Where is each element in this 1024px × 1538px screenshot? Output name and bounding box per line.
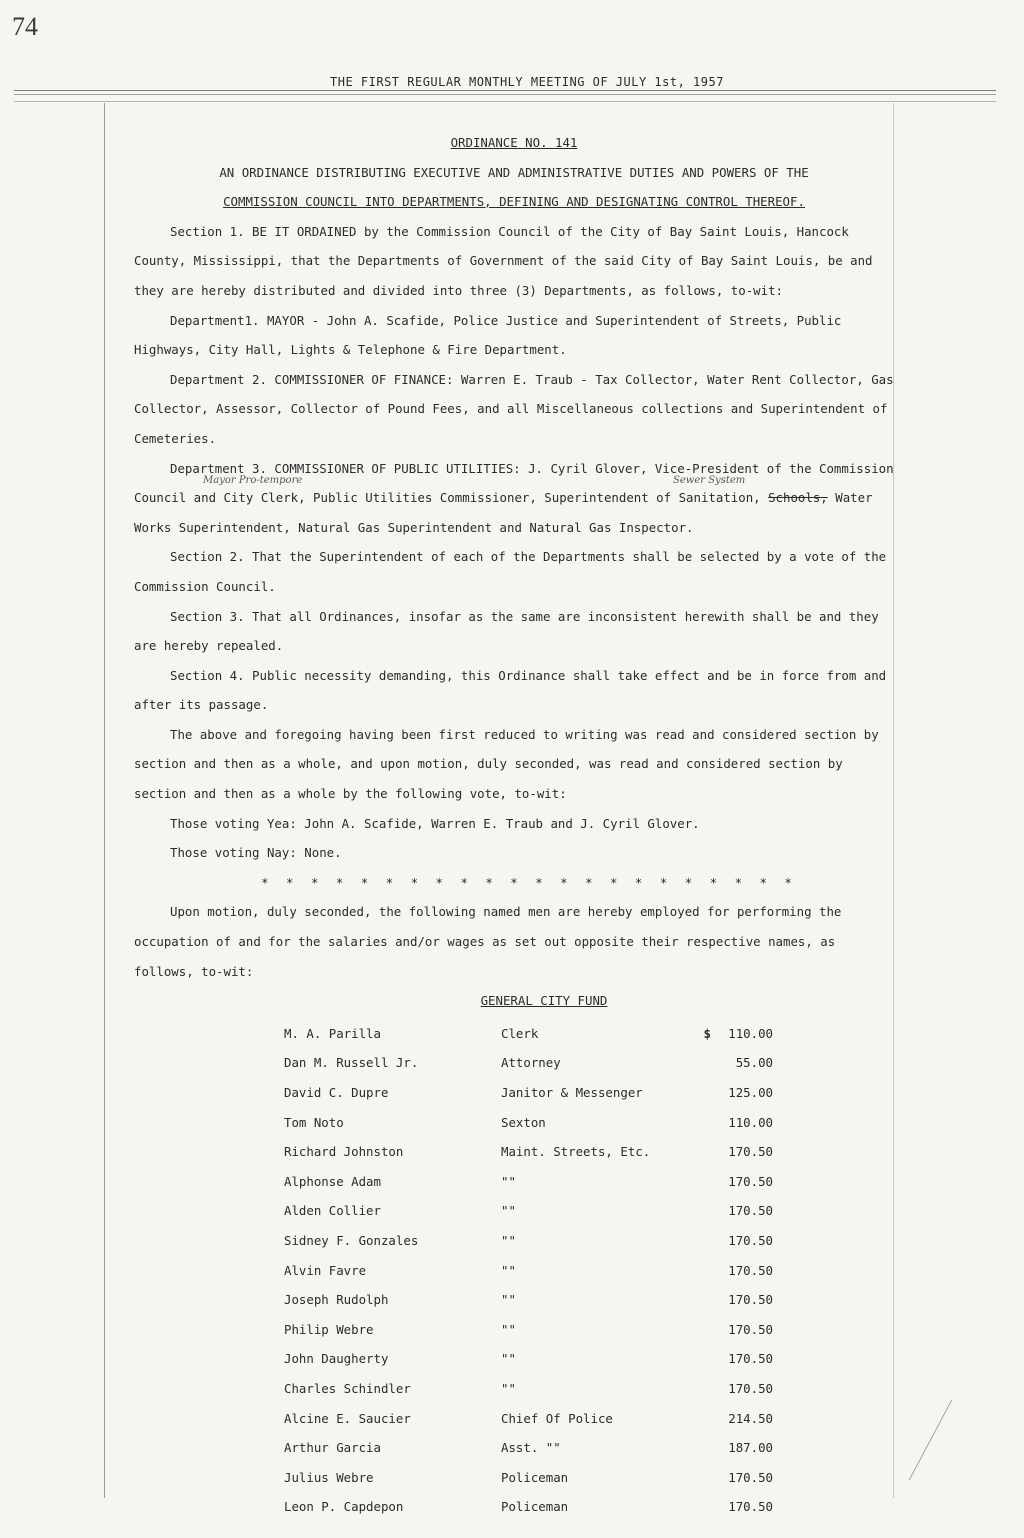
- employee-position: Policeman: [501, 1499, 569, 1515]
- salary-amount: 170.50: [728, 1321, 773, 1337]
- vote-yea: Those voting Yea: John A. Scafide, Warren E. Traub and J. Cyril Glover.: [170, 815, 700, 831]
- salary-amount: 170.50: [728, 1380, 773, 1396]
- currency-symbol: [681, 1285, 711, 1315]
- employee-name: Arthur Garcia: [284, 1440, 381, 1456]
- employee-name: John Daugherty: [284, 1351, 389, 1367]
- section-1: Section 1. BE IT ORDAINED by the Commission Council of the City of Bay Saint Louis, Hancock County, Mississippi, that the Departments of Government of the said City of Bay Saint Louis, be and they are hereby distributed and divided into three (3) Departments, as follows, to-wit:: [134, 223, 873, 298]
- table-row: [284, 1404, 773, 1434]
- left-margin-line: [104, 103, 105, 1498]
- employee-position: "": [501, 1173, 516, 1189]
- employee-position: "": [501, 1321, 516, 1337]
- employee-position: Attorney: [501, 1055, 561, 1071]
- table-row: [284, 1078, 773, 1108]
- table-row: [284, 1463, 773, 1493]
- employee-name: Charles Schindler: [284, 1380, 411, 1396]
- employee-name: Alden Collier: [284, 1203, 381, 1219]
- section-4: Section 4. Public necessity demanding, this Ordinance shall take effect and be in force from and after its passage.: [134, 667, 887, 713]
- header-rule: [14, 90, 996, 91]
- currency-symbol: [681, 1108, 711, 1138]
- table-row: [284, 1048, 773, 1078]
- currency-symbol: [681, 1196, 711, 1226]
- table-row: [284, 1374, 773, 1404]
- employee-position: Policeman: [501, 1469, 569, 1485]
- employee-position: "": [501, 1380, 516, 1396]
- salary-amount: 170.50: [728, 1499, 773, 1515]
- salary-amount: 170.50: [728, 1469, 773, 1485]
- table-row: [284, 1492, 773, 1522]
- section-3: Section 3. That all Ordinances, insofar as the same are inconsistent herewith shall be and they are hereby repealed.: [134, 608, 879, 654]
- meeting-header: THE FIRST REGULAR MONTHLY MEETING OF JULY 1st, 1957: [330, 75, 724, 89]
- employee-position: "": [501, 1351, 516, 1367]
- handwritten-annotation-sewer: Sewer System: [673, 475, 746, 486]
- currency-symbol: [681, 1048, 711, 1078]
- salary-amount: 187.00: [728, 1440, 773, 1456]
- currency-symbol: [681, 1374, 711, 1404]
- department-3: [134, 454, 894, 543]
- employee-position: Chief Of Police: [501, 1410, 613, 1426]
- employee-position: "": [501, 1203, 516, 1219]
- employment-paragraph: Upon motion, duly seconded, the following named men are hereby employed for performing the occupation of and for the salaries and/or wages as set out opposite their respective names, as follows, to-wit:: [134, 904, 842, 979]
- document-body: [134, 128, 894, 1522]
- table-row: [284, 1019, 773, 1049]
- employee-position: "": [501, 1232, 516, 1248]
- department-3-part2: Water Works Superintendent, Natural Gas Superintendent and Natural Gas Inspector.: [134, 490, 873, 535]
- handwritten-annotation-mayor: Mayor Pro-tempore: [203, 475, 303, 486]
- table-row: [284, 1137, 773, 1167]
- currency-symbol: [681, 1404, 711, 1434]
- currency-symbol: [681, 1078, 711, 1108]
- salary-amount: 170.50: [728, 1203, 773, 1219]
- employee-name: Julius Webre: [284, 1469, 374, 1485]
- currency-symbol: [681, 1492, 711, 1522]
- currency-symbol: [681, 1167, 711, 1197]
- page-number: 74: [12, 12, 38, 41]
- payroll-table: [284, 1019, 773, 1522]
- department-2: Department 2. COMMISSIONER OF FINANCE: Warren E. Traub - Tax Collector, Water Rent Collector, Gas Collector, Assessor, Collector of Pound Fees, and all Miscellaneous collections and Superintendent of Cemeteries.: [134, 371, 894, 446]
- employee-name: Joseph Rudolph: [284, 1292, 389, 1308]
- table-row: [284, 1285, 773, 1315]
- passage-paragraph: The above and foregoing having been first reduced to writing was read and considered section by section and then as a whole, and upon motion, duly seconded, was read and considered section by section and then as a whole by the following vote, to-wit:: [134, 726, 879, 802]
- currency-symbol: [681, 1344, 711, 1374]
- employee-name: Alvin Favre: [284, 1262, 367, 1278]
- employee-name: David C. Dupre: [284, 1085, 389, 1100]
- currency-symbol: [681, 1315, 711, 1345]
- salary-amount: 170.50: [728, 1351, 773, 1367]
- salary-amount: 170.50: [728, 1292, 773, 1308]
- ordinance-title-line2: COMMISSION COUNCIL INTO DEPARTMENTS, DEFINING AND DESIGNATING CONTROL THEREOF.: [223, 194, 805, 210]
- employee-name: Richard Johnston: [284, 1144, 404, 1160]
- header-rule-3: [14, 101, 996, 102]
- currency-symbol: [681, 1256, 711, 1286]
- currency-symbol: $: [703, 1025, 711, 1041]
- employee-name: Alphonse Adam: [284, 1173, 381, 1189]
- salary-amount: 170.50: [728, 1173, 773, 1189]
- salary-amount: 214.50: [728, 1410, 773, 1426]
- employee-position: "": [501, 1292, 516, 1308]
- ordinance-number: ORDINANCE NO. 141: [450, 135, 578, 150]
- currency-symbol: [681, 1137, 711, 1167]
- pen-mark: [909, 1400, 993, 1480]
- employee-position: Asst. "": [501, 1440, 561, 1456]
- table-row: [284, 1196, 773, 1226]
- employee-name: Philip Webre: [284, 1321, 374, 1337]
- payroll-body: [284, 1019, 773, 1522]
- table-row: [284, 1433, 773, 1463]
- salary-amount: 110.00: [728, 1025, 773, 1041]
- struck-text: Schools,: [768, 490, 828, 506]
- salary-amount: 55.00: [735, 1055, 773, 1071]
- currency-symbol: [681, 1226, 711, 1256]
- employee-position: Janitor & Messenger: [501, 1085, 643, 1100]
- salary-amount: 125.00: [728, 1085, 773, 1100]
- department-1: Department1. MAYOR - John A. Scafide, Police Justice and Superintendent of Streets, Public Highways, City Hall, Lights & Telephone & Fire Department.: [134, 312, 842, 358]
- salary-amount: 170.50: [728, 1232, 773, 1248]
- employee-position: Clerk: [501, 1025, 539, 1041]
- salary-amount: 170.50: [728, 1144, 773, 1160]
- employee-name: M. A. Parilla: [284, 1025, 381, 1041]
- fund-title: GENERAL CITY FUND: [480, 993, 608, 1009]
- salary-amount: 110.00: [728, 1114, 773, 1130]
- table-row: [284, 1344, 773, 1374]
- employee-name: Leon P. Capdepon: [284, 1499, 404, 1515]
- employee-position: Sexton: [501, 1114, 546, 1130]
- table-row: [284, 1167, 773, 1197]
- separator-stars: * * * * * * * * * * * * * * * * * * * * * *: [261, 874, 797, 890]
- table-row: [284, 1315, 773, 1345]
- employee-name: Tom Noto: [284, 1114, 344, 1130]
- header-rule-2: [14, 94, 996, 95]
- section-2: Section 2. That the Superintendent of each of the Departments shall be selected by a vote of the Commission Council.: [134, 549, 887, 594]
- ordinance-title-line1: AN ORDINANCE DISTRIBUTING EXECUTIVE AND ADMINISTRATIVE DUTIES AND POWERS OF THE: [219, 164, 809, 180]
- salary-amount: 170.50: [728, 1262, 773, 1278]
- employee-name: Sidney F. Gonzales: [284, 1232, 419, 1248]
- currency-symbol: [681, 1463, 711, 1493]
- employee-name: Dan M. Russell Jr.: [284, 1055, 419, 1071]
- employee-name: Alcine E. Saucier: [284, 1410, 411, 1426]
- currency-symbol: [681, 1433, 711, 1463]
- employee-position: "": [501, 1262, 516, 1278]
- vote-nay: Those voting Nay: None.: [170, 845, 342, 861]
- table-row: [284, 1256, 773, 1286]
- table-row: [284, 1108, 773, 1138]
- department-3-part1: Department 3. COMMISSIONER OF PUBLIC UTILITIES: J. Cyril Glover, Vice-President of the Commission Council and City Clerk, Public Utilities Commissioner, Superintendent of Sanitation,: [134, 460, 894, 506]
- table-row: [284, 1226, 773, 1256]
- employee-position: Maint. Streets, Etc.: [501, 1144, 651, 1160]
